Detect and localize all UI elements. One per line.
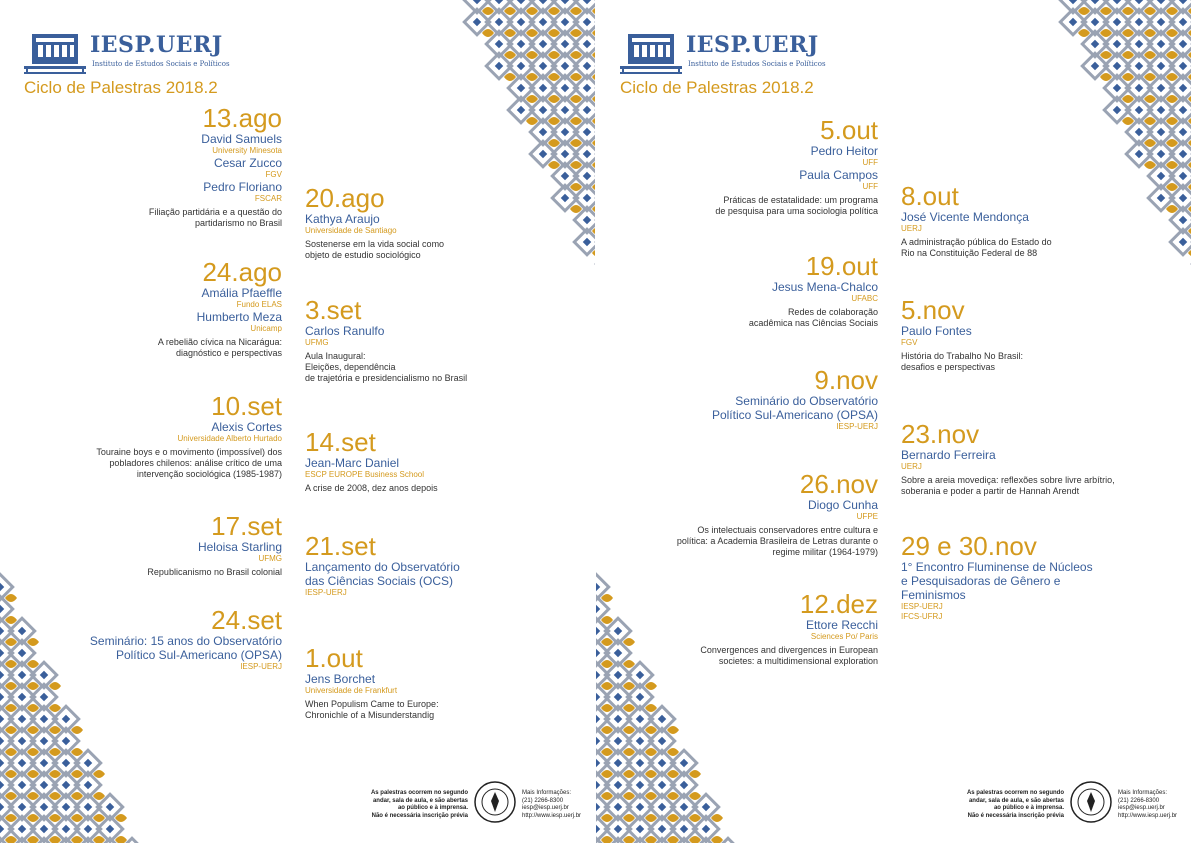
event-date: 9.nov [814,365,878,395]
talk-title-line: desafios e perspectivas [901,362,996,372]
speaker-affiliation: IESP-UERJ [305,588,347,597]
event-block [305,296,595,384]
speaker-affiliation: FSCAR [254,194,282,203]
speaker-affiliation: Unicamp [250,324,282,333]
talk-title-line: História do Trabalho No Brasil: [901,351,1024,361]
footer-info: Mais Informações: (21) 2266-8300 iesp@iesp.uerj.br http://www.iesp.uerj.br [522,790,582,819]
uerj-seal-icon [474,781,516,823]
event-block [305,532,595,598]
event-block [0,258,282,359]
speaker-affiliation: Fundo ELAS [236,300,282,309]
talk-title-line: Rio na Constituição Federal de 88 [901,248,1038,258]
speaker-affiliation: UFPE [856,512,878,521]
speaker-affiliation: Universidade Alberto Hurtado [177,434,282,443]
event-block [596,590,878,667]
event-date: 26.nov [799,469,878,499]
speaker-affiliation: FGV [265,170,282,179]
event-date: 17.set [211,511,282,541]
speaker-name: Político Sul-Americano (OPSA) [115,648,282,662]
talk-title-line: Eleições, dependência [305,362,396,372]
speaker-name: Alexis Cortes [211,420,282,434]
event-date: 14.set [305,427,376,457]
speaker-name: das Ciências Sociais (OCS) [305,574,454,588]
speaker-name: Humberto Meza [196,310,282,324]
speaker-affiliation: UFABC [851,294,878,303]
footer-info: Mais Informações: (21) 2266-8300 iesp@iesp.uerj.br http://www.iesp.uerj.br [1118,790,1178,819]
talk-title-line: Chronichle of a Misunderstandig [305,710,435,720]
speaker-affiliation: FGV [901,338,918,347]
event-block [901,296,1191,373]
speaker-name: Lançamento do Observatório [305,560,460,574]
logo [24,30,230,80]
speaker-name: e Pesquisadoras de Gênero e [901,574,1061,588]
speaker-name: 1° Encontro Fluminense de Núcleos [901,560,1093,574]
building-icon [24,30,86,76]
event-block [0,606,282,672]
org-name: IESP.UERJ [686,32,819,58]
event-block [0,392,282,480]
talk-title-line: Touraine boys e o movimento (impossível) dos [96,447,282,457]
speaker-name: David Samuels [201,132,282,146]
event-date: 8.out [901,181,959,211]
event-block [596,470,878,558]
talk-title-line: política: a Academia Brasileira de Letras durante o [676,536,878,546]
footer-note: As palestras ocorrem no segundo andar, sala de aula, e são abertas ao público e à imprensa. Não é necessária inscrição prévia [370,790,468,819]
talk-title-line: Sostenerse em la vida social como [305,239,445,249]
speaker-name: Feminismos [901,588,966,602]
speaker-name: Ettore Recchi [805,618,878,632]
talk-title-line: Sobre a areia movediça: reflexões sobre livre arbítrio, [901,475,1115,485]
speaker-name: José Vicente Mendonça [901,210,1029,224]
speaker-name: Jens Borchet [305,672,376,686]
speaker-affiliation: University Minesota [212,146,282,155]
talk-title-line: A administração pública do Estado do [901,237,1052,247]
event-block [596,252,878,329]
speaker-affiliation: Universidade de Frankfurt [305,686,398,695]
org-full-name: Instituto de Estudos Sociais e Políticos [92,60,230,68]
talk-title-line: When Populism Came to Europe: [305,699,439,709]
event-block [901,532,1191,622]
event-date: 10.set [211,391,282,421]
poster-page-2 [596,0,1191,843]
speaker-name: Seminário do Observatório [735,394,878,408]
event-block [305,428,595,494]
event-date: 21.set [305,531,376,561]
talk-title-line: acadêmica nas Ciências Sociais [748,318,878,328]
speaker-affiliation: UFMG [258,554,282,563]
speaker-name: Amália Pfaeffle [201,286,282,300]
talk-title-line: regime militar (1964-1979) [772,547,878,557]
uerj-seal-icon [1070,781,1112,823]
talk-title-line: soberania e poder a partir de Hannah Arendt [901,486,1080,496]
speaker-affiliation: ESCP EUROPE Business School [305,470,425,479]
talk-title-line: diagnóstico e perspectivas [175,348,282,358]
event-block [596,116,878,217]
logo [620,30,826,80]
talk-title-line: objeto de estudio sociológico [305,250,421,260]
talk-title-line: Práticas de estatalidade: um programa [723,195,878,205]
speaker-name: Diogo Cunha [807,498,878,512]
org-full-name: Instituto de Estudos Sociais e Políticos [688,60,826,68]
talk-title-line: de pesquisa para uma sociologia política [715,206,878,216]
event-date: 12.dez [799,589,878,619]
speaker-affiliation: UERJ [901,224,922,233]
speaker-affiliation: UFMG [305,338,329,347]
speaker-affiliation: UFF [862,158,878,167]
talk-title-line: A crise de 2008, dez anos depois [305,483,438,493]
talk-title-line: societes: a multidimensional exploration [718,656,878,666]
speaker-name: Kathya Araujo [305,212,380,226]
cycle-title: Ciclo de Palestras 2018.2 [620,78,814,97]
speaker-affiliation: IESP-UERJ [836,422,878,431]
talk-title-line: partidarismo no Brasil [194,218,282,228]
speaker-affiliation: Sciences Po/ Paris [810,632,878,641]
event-date: 19.out [805,251,878,281]
talk-title-line: Convergences and divergences in European [700,645,878,655]
talk-title-line: Redes de colaboração [787,307,878,317]
speaker-name: Paulo Fontes [901,324,972,338]
event-block [0,104,282,229]
event-block [901,182,1191,259]
speaker-affiliation: UFF [862,182,878,191]
footer-note: As palestras ocorrem no segundo andar, sala de aula, e são abertas ao público e à imprensa. Não é necessária inscrição prévia [966,790,1064,819]
talk-title-line: intervenção sociológica (1985-1987) [136,469,282,479]
speaker-affiliation: IESP-UERJ [901,602,943,611]
event-date: 1.out [305,643,363,673]
event-block [596,366,878,432]
event-date: 29 e 30.nov [901,531,1037,561]
event-block [305,184,595,261]
speaker-name: Bernardo Ferreira [901,448,996,462]
event-block [901,420,1191,497]
talk-title-line: pobladores chilenos: análise crítico de uma [109,458,282,468]
speaker-name: Cesar Zucco [213,156,282,170]
talk-title-line: Republicanismo no Brasil colonial [147,567,282,577]
speaker-name: Jesus Mena-Chalco [771,280,878,294]
speaker-name: Carlos Ranulfo [305,324,385,338]
event-date: 5.out [820,115,878,145]
speaker-name: Paula Campos [799,168,878,182]
cycle-title: Ciclo de Palestras 2018.2 [24,78,218,97]
speaker-name: Jean-Marc Daniel [305,456,400,470]
talk-title-line: A rebelião cívica na Nicarágua: [157,337,282,347]
talk-title-line: Aula Inaugural: [305,351,366,361]
speaker-name: Político Sul-Americano (OPSA) [711,408,878,422]
speaker-name: Pedro Heitor [810,144,878,158]
event-date: 24.set [211,605,282,635]
speaker-name: Heloisa Starling [197,540,282,554]
building-icon [620,30,682,76]
event-date: 5.nov [901,295,965,325]
talk-title-line: de trajetória e presidencialismo no Brasil [305,373,468,383]
event-block [0,512,282,578]
event-date: 3.set [305,295,362,325]
talk-title-line: Filiação partidária e a questão do [148,207,282,217]
event-date: 24.ago [202,257,282,287]
speaker-affiliation: IESP-UERJ [240,662,282,671]
event-date: 13.ago [202,103,282,133]
org-name: IESP.UERJ [90,32,223,58]
event-block [305,644,595,721]
speaker-name: Seminário: 15 anos do Observatório [89,634,282,648]
talk-title-line: Os intelectuais conservadores entre cultura e [697,525,878,535]
event-date: 23.nov [901,419,980,449]
speaker-affiliation: IFCS-UFRJ [901,612,943,621]
speaker-affiliation: Universidade de Santiago [305,226,397,235]
speaker-name: Pedro Floriano [203,180,282,194]
speaker-affiliation: UERJ [901,462,922,471]
poster-page-1 [0,0,595,843]
event-date: 20.ago [305,183,385,213]
